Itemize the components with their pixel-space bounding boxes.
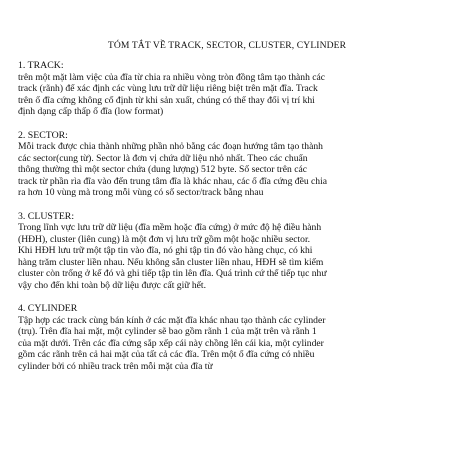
paragraph-line: hàng trăm cluster liền nhau. Nếu không sẵn cluster liền nhau, HĐH sẽ tìm kiếm <box>18 256 324 268</box>
paragraph-line: ra hơn 10 vùng mà trong mỗi vùng có số sector/track bằng nhau <box>18 187 264 198</box>
document-title: TÓM TẮT VỀ TRACK, SECTOR, CLUSTER, CYLINDER <box>107 40 347 51</box>
paragraph-line: gồm các rãnh trên cả hai mặt của tất cả các đĩa. Trên một ổ đĩa cứng có nhiều <box>18 349 315 360</box>
paragraph-line: (HĐH), cluster (liên cung) là một đơn vị lưu trữ gồm một hoặc nhiều sector. <box>18 233 311 245</box>
section-heading: 3. CLUSTER: <box>18 210 75 222</box>
paragraph-line: track (rãnh) để xác định các vùng lưu trữ dữ liệu riêng biệt trên mặt đĩa. Track <box>18 83 318 94</box>
section-cylinder <box>18 303 436 372</box>
paragraph-line: cylinder bởi có nhiều track trên mỗi mặt của đĩa từ <box>18 360 213 372</box>
paragraph-line: (trụ). Trên đĩa hai mặt, một cylinder sẽ bao gồm rãnh 1 của mặt trên và rãnh 1 <box>18 326 317 337</box>
paragraph-line: của mặt dưới. Trên các đĩa cứng sắp xếp cái này chồng lên cái kia, một cylinder <box>18 337 324 349</box>
section-heading: 1. TRACK: <box>18 60 64 71</box>
paragraph-line: Tập hợp các track cùng bán kính ở các mặt đĩa khác nhau tạo thành các cylinder <box>18 314 326 326</box>
paragraph-line: vậy cho đến khi toàn bộ dữ liệu được cất giữ hết. <box>18 279 206 291</box>
section-sector <box>18 130 436 199</box>
section-heading: 4. CYLINDER <box>18 303 78 314</box>
paragraph-line: cluster còn trống ở kế đó và ghi tiếp tập tin lên đĩa. Quá trình cứ thế tiếp tục như <box>18 268 327 279</box>
section-track <box>18 60 436 118</box>
paragraph-line: các sector(cung từ). Sector là đơn vị chứa dữ liệu nhỏ nhất. Theo các chuẩn <box>18 152 308 164</box>
section-heading: 2. SECTOR: <box>18 129 68 141</box>
paragraph-line: trên ổ đĩa cứng không cố định từ khi sản xuất, chúng có thể thay đổi vị trí khi <box>18 94 315 106</box>
paragraph-line: thông thường thì một sector chứa (dung lượng) 512 byte. Số sector trên các <box>18 164 307 175</box>
paragraph-line: track từ phần rìa đĩa vào đến trung tâm đĩa là khác nhau, các ổ đĩa cứng đều chia <box>18 175 328 187</box>
paragraph-line: Mỗi track được chia thành những phần nhỏ bằng các đoạn hướng tâm tạo thành <box>18 141 323 152</box>
document-page <box>18 40 436 384</box>
paragraph-line: trên một mặt làm việc của đĩa từ chia ra nhiều vòng tròn đồng tâm tạo thành các <box>18 71 326 83</box>
paragraph-line: Khi HĐH lưu trữ một tập tin vào đĩa, nó ghi tập tin đó vào hàng chục, có khi <box>18 245 313 256</box>
section-cluster <box>18 211 436 292</box>
paragraph-line: định dạng cấp thấp ổ đĩa (low format) <box>18 106 164 117</box>
paragraph-line: Trong lĩnh vực lưu trữ dữ liệu (đĩa mềm hoặc đĩa cứng) ở mức độ hệ điều hành <box>18 222 322 233</box>
